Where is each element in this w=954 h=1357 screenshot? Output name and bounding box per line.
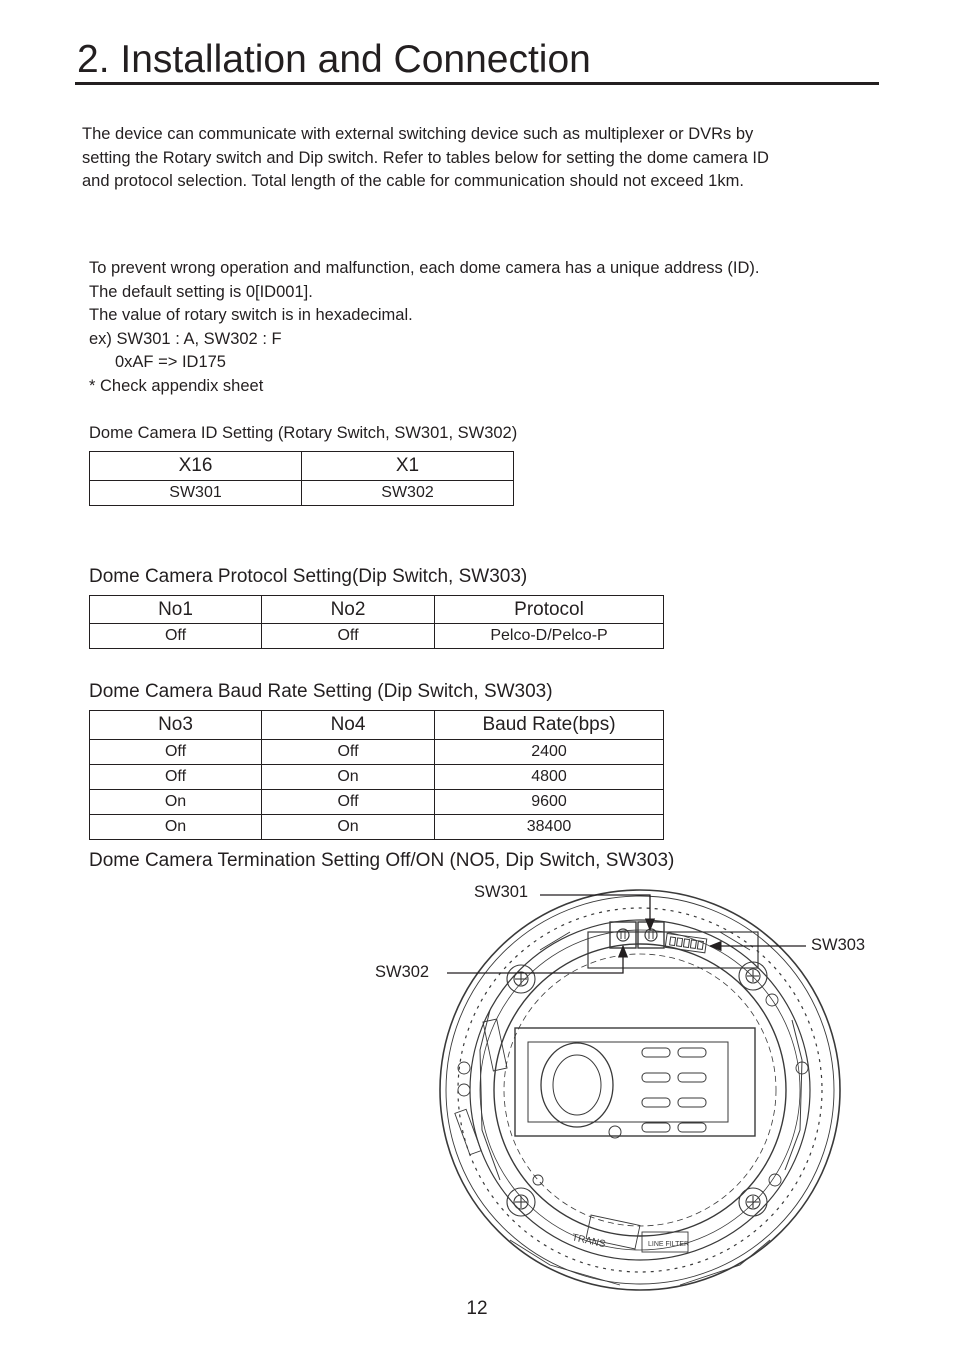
table-header-cell: No2 [262, 596, 435, 624]
table-cell: On [90, 815, 262, 840]
intro-line: and protocol selection. Total length of the cable for communication should not exceed 1km. [82, 172, 744, 191]
protocol-table-caption: Dome Camera Protocol Setting(Dip Switch, SW303) [89, 566, 528, 587]
sw301-leader [540, 895, 650, 930]
sw302-label: SW302 [375, 963, 430, 981]
id-table-caption: Dome Camera ID Setting (Rotary Switch, SW301, SW302) [89, 424, 518, 442]
table-cell: Off [262, 740, 435, 765]
table-header-cell: No3 [90, 711, 262, 740]
page-title: 2. Installation and Connection [77, 38, 591, 81]
table-header-cell: Protocol [435, 596, 664, 624]
table-cell: Off [262, 624, 435, 649]
table-cell: Off [90, 765, 262, 790]
table-cell: 2400 [435, 740, 664, 765]
table-cell: On [262, 815, 435, 840]
table-cell: SW301 [90, 481, 302, 506]
termination-caption: Dome Camera Termination Setting Off/ON (NO5, Dip Switch, SW303) [89, 850, 675, 871]
table-cell: 38400 [435, 815, 664, 840]
intro-line: The device can communicate with external switching device such as multiplexer or DVRs by [82, 125, 754, 143]
note-line: * Check appendix sheet [89, 376, 264, 395]
table-header-cell: Baud Rate(bps) [435, 711, 664, 740]
table-header-cell: X1 [302, 452, 514, 481]
note-line: To prevent wrong operation and malfunction, each dome camera has a unique address (ID). [89, 259, 760, 277]
table-cell: Pelco-D/Pelco-P [435, 624, 664, 649]
table-cell: On [90, 790, 262, 815]
board-label: TRANS [570, 1232, 607, 1251]
table-cell: SW302 [302, 481, 514, 506]
note-line: ex) SW301 : A, SW302 : F [89, 329, 282, 348]
table-header-cell: No1 [90, 596, 262, 624]
baud-table-caption: Dome Camera Baud Rate Setting (Dip Switch, SW303) [89, 681, 553, 702]
sw301-label: SW301 [474, 883, 529, 901]
note-line: The default setting is 0[ID001]. [89, 282, 313, 301]
note-line: The value of rotary switch is in hexadecimal. [89, 306, 413, 325]
board-label: LINE FILTER [648, 1241, 690, 1248]
intro-line: setting the Rotary switch and Dip switch. Refer to tables below for setting the dome camera ID [82, 148, 769, 167]
table-cell: Off [90, 740, 262, 765]
page-number: 12 [466, 1298, 488, 1319]
table-cell: 4800 [435, 765, 664, 790]
table-cell: Off [90, 624, 262, 649]
table-header-cell: X16 [90, 452, 302, 481]
table-cell: On [262, 765, 435, 790]
table-cell: 9600 [435, 790, 664, 815]
note-line: 0xAF => ID175 [115, 353, 226, 372]
table-cell: Off [262, 790, 435, 815]
sw303-label: SW303 [811, 936, 866, 954]
sw302-leader [447, 946, 623, 973]
table-header-cell: No4 [262, 711, 435, 740]
